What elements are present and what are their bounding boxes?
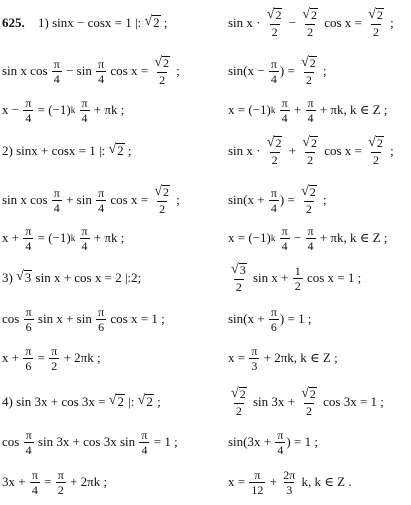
fraction xyxy=(52,58,62,85)
fraction xyxy=(299,185,319,214)
fraction-denominator: 2 xyxy=(372,24,379,39)
math-text: 3x + xyxy=(2,474,29,489)
radical-sign: √ xyxy=(108,142,117,158)
fraction-denominator: 6 xyxy=(25,319,32,334)
math-text: ; xyxy=(319,192,327,207)
left-line-3 xyxy=(2,90,124,130)
fraction-denominator: 2 xyxy=(159,72,166,87)
math-text: ) = xyxy=(279,192,299,207)
sqrt-expression xyxy=(267,8,283,22)
fraction-denominator: 4 xyxy=(53,71,60,86)
math-text: sin x · xyxy=(228,143,264,158)
problem-number: 625. xyxy=(2,15,25,30)
fraction-numerator: π xyxy=(31,467,38,482)
left-line-5 xyxy=(2,180,180,220)
math-text: + xyxy=(266,474,281,489)
math-text: cos x = xyxy=(107,192,152,207)
radical-sign: √ xyxy=(368,135,376,151)
math-text: x = (−1) xyxy=(228,230,271,245)
math-text: ; xyxy=(386,15,394,30)
radicand: 3 xyxy=(24,270,32,286)
fraction-numerator xyxy=(299,185,319,200)
math-text xyxy=(75,230,78,246)
math-text: ; xyxy=(124,143,132,158)
math-text: cos x = xyxy=(320,15,366,30)
fraction xyxy=(300,136,320,165)
right-line-12 xyxy=(228,462,352,502)
left-line-11 xyxy=(2,422,178,462)
math-text: sin(x − xyxy=(228,63,268,78)
fraction xyxy=(265,136,285,165)
right-line-2 xyxy=(228,51,327,91)
right-line-10 xyxy=(228,382,384,422)
fraction-denominator: 4 xyxy=(25,238,32,253)
fraction xyxy=(249,345,259,372)
fraction-denominator: 2 xyxy=(235,279,242,294)
radicand: 2 xyxy=(239,387,246,402)
fraction xyxy=(23,97,33,124)
fraction-numerator: π xyxy=(51,343,58,358)
math-text: x + xyxy=(2,230,23,245)
math-text: ; xyxy=(386,143,394,158)
right-line-4 xyxy=(228,131,394,171)
fraction xyxy=(79,225,89,252)
fraction-numerator: π xyxy=(307,223,314,238)
sqrt-expression xyxy=(368,8,384,22)
math-text: x = (−1) xyxy=(228,102,271,117)
math-text: x + xyxy=(2,350,23,365)
math-text: 2) sinx + cosx = 1 |: xyxy=(2,143,109,158)
left-line-4 xyxy=(2,131,132,171)
math-text: − xyxy=(285,15,300,30)
radical-sign: √ xyxy=(266,7,275,23)
math-text: sin 3x + xyxy=(249,394,299,409)
fraction xyxy=(299,56,319,85)
fraction-denominator: 2 xyxy=(159,201,166,216)
fraction-denominator: 2 xyxy=(51,358,58,373)
fraction-numerator: π xyxy=(57,467,64,482)
radical-sign: √ xyxy=(368,7,376,23)
fraction xyxy=(49,345,59,372)
radicand: 2 xyxy=(309,56,316,71)
left-line-1 xyxy=(38,3,168,43)
sqrt-expression xyxy=(301,185,317,199)
radicand: 2 xyxy=(153,15,160,31)
fraction-denominator: 4 xyxy=(98,200,105,215)
math-text: + sin xyxy=(62,192,96,207)
fraction-numerator xyxy=(299,56,319,71)
right-line-1 xyxy=(228,3,394,43)
math-text: cos x = 1 ; xyxy=(303,270,362,285)
right-line-8 xyxy=(228,299,311,339)
sqrt-expression xyxy=(231,387,247,401)
math-text xyxy=(275,230,278,246)
fraction-denominator: 12 xyxy=(251,482,264,497)
math-text: cos 3x = 1 ; xyxy=(319,394,384,409)
math-text: ) = 1 ; xyxy=(279,311,312,326)
fraction-numerator: π xyxy=(81,95,88,110)
fraction-numerator: π xyxy=(307,95,314,110)
radicand: 2 xyxy=(309,387,316,402)
fraction xyxy=(300,8,320,37)
radicand: 2 xyxy=(310,8,317,23)
math-text: + xyxy=(290,102,305,117)
math-text xyxy=(275,102,278,118)
fraction xyxy=(79,97,89,124)
fraction-numerator: π xyxy=(98,304,105,319)
fraction-denominator: 2 xyxy=(307,24,314,39)
left-line-12 xyxy=(2,462,107,502)
fraction-denominator: 2 xyxy=(271,24,278,39)
math-text: sin x · xyxy=(228,15,264,30)
radicand: 2 xyxy=(163,56,169,71)
exponent: k xyxy=(270,105,276,115)
fraction xyxy=(24,306,34,333)
fraction-numerator xyxy=(152,185,172,200)
fraction xyxy=(24,429,34,456)
fraction xyxy=(52,187,62,214)
fraction-numerator xyxy=(300,8,320,23)
fraction-numerator xyxy=(299,387,319,402)
exponent: k xyxy=(70,233,76,243)
fraction xyxy=(269,306,279,333)
fraction-denominator: 2 xyxy=(305,72,312,87)
fraction-denominator: 4 xyxy=(25,442,32,457)
fraction-denominator: 4 xyxy=(270,200,277,215)
fraction-numerator xyxy=(265,136,285,151)
sqrt-expression xyxy=(154,185,170,199)
fraction xyxy=(152,56,172,85)
math-text: k, k ∈ Z . xyxy=(298,474,352,489)
radical-sign: √ xyxy=(154,184,162,200)
fraction-numerator: π xyxy=(277,427,284,442)
radical-sign: √ xyxy=(302,7,310,23)
fraction xyxy=(299,387,319,416)
fraction-denominator: 4 xyxy=(81,110,88,125)
math-text: + πk, k ∈ Z ; xyxy=(316,102,388,117)
fraction-denominator: 6 xyxy=(98,319,105,334)
math-text: x = xyxy=(228,350,249,365)
left-line-8 xyxy=(2,299,165,339)
math-text: sin x cos xyxy=(2,63,51,78)
right-line-11 xyxy=(228,422,318,462)
radical-sign: √ xyxy=(301,55,309,71)
math-text: 4) sin 3x + cos 3x = xyxy=(2,394,109,409)
fraction-denominator: 4 xyxy=(281,110,288,125)
fraction-denominator: 4 xyxy=(307,238,314,253)
fraction-denominator: 3 xyxy=(286,482,293,497)
math-text: − sin xyxy=(62,63,96,78)
fraction xyxy=(305,97,315,124)
math-text: sin x + cos x = 2 |:2; xyxy=(32,270,142,285)
fraction-denominator: 3 xyxy=(251,358,258,373)
fraction-numerator: π xyxy=(81,223,88,238)
math-text: + xyxy=(285,143,300,158)
math-text: + 2πk ; xyxy=(60,350,101,365)
fraction-numerator: π xyxy=(25,223,32,238)
exponent: k xyxy=(270,233,276,243)
math-text: x = xyxy=(228,474,249,489)
fraction-numerator: π xyxy=(25,95,32,110)
math-text: ; xyxy=(173,192,180,207)
math-text: sin x + sin xyxy=(34,311,96,326)
radical-sign: √ xyxy=(154,55,162,71)
sqrt-expression xyxy=(138,394,154,409)
math-text: sin(x + xyxy=(228,192,268,207)
math-text: cos x = xyxy=(320,143,366,158)
math-text: sin x cos xyxy=(2,192,51,207)
fraction xyxy=(265,8,285,37)
fraction-denominator: 2 xyxy=(271,152,278,167)
radicand: 2 xyxy=(163,185,169,200)
fraction-denominator: 2 xyxy=(235,403,242,418)
fraction-denominator: 4 xyxy=(141,442,148,457)
fraction-numerator: π xyxy=(53,56,60,71)
math-text: = (−1) xyxy=(34,102,71,117)
fraction xyxy=(280,225,290,252)
fraction-denominator: 2 xyxy=(306,403,313,418)
fraction-numerator: π xyxy=(270,185,277,200)
fraction-denominator: 4 xyxy=(81,238,88,253)
fraction xyxy=(275,429,285,456)
fraction-denominator: 2 xyxy=(294,278,301,293)
radical-sign: √ xyxy=(137,393,146,409)
fraction xyxy=(30,469,40,496)
fraction xyxy=(96,187,106,214)
math-text: 1) sinx − cosx = 1 |: xyxy=(38,15,145,30)
fraction xyxy=(305,225,315,252)
math-text: cos xyxy=(2,434,23,449)
fraction xyxy=(229,263,249,292)
fraction-denominator: 2 xyxy=(305,201,312,216)
radical-sign: √ xyxy=(266,135,275,151)
fraction-numerator: π xyxy=(25,304,32,319)
fraction xyxy=(152,185,172,214)
math-text xyxy=(75,102,78,118)
fraction-denominator: 4 xyxy=(281,238,288,253)
right-line-5 xyxy=(228,180,327,220)
fraction xyxy=(366,8,386,37)
math-text: ) = 1 ; xyxy=(286,434,318,449)
radicand: 2 xyxy=(376,8,383,23)
fraction-numerator: 2π xyxy=(283,467,296,482)
fraction-numerator: π xyxy=(98,56,105,71)
fraction-numerator xyxy=(152,56,172,71)
fraction-numerator: π xyxy=(270,56,277,71)
fraction xyxy=(269,58,279,85)
math-text: = 1 ; xyxy=(150,434,178,449)
sqrt-expression xyxy=(154,56,170,70)
radicand: 2 xyxy=(275,8,282,23)
fraction-denominator: 4 xyxy=(277,442,284,457)
fraction-numerator xyxy=(366,136,386,151)
math-text: + 2πk ; xyxy=(66,474,108,489)
fraction xyxy=(139,429,149,456)
sqrt-expression xyxy=(109,394,125,409)
fraction-numerator xyxy=(265,8,285,23)
sqrt-expression xyxy=(108,143,124,158)
left-line-9 xyxy=(2,338,101,378)
radical-sign: √ xyxy=(231,386,239,402)
sqrt-expression xyxy=(368,136,384,150)
fraction xyxy=(96,306,106,333)
math-text: ; xyxy=(153,394,161,409)
fraction-numerator: π xyxy=(254,467,261,482)
math-text: + 2πk, k ∈ Z ; xyxy=(260,350,338,365)
fraction xyxy=(56,469,66,496)
fraction-denominator: 4 xyxy=(307,110,314,125)
fraction-numerator: π xyxy=(281,95,288,110)
radical-sign: √ xyxy=(144,14,153,30)
sqrt-expression xyxy=(301,387,317,401)
right-line-9 xyxy=(228,338,338,378)
math-text: ) = xyxy=(279,63,299,78)
radical-sign: √ xyxy=(231,262,239,278)
math-text: = xyxy=(40,474,55,489)
math-text: sin x + xyxy=(249,270,292,285)
fraction xyxy=(229,387,249,416)
radicand: 3 xyxy=(239,263,246,278)
math-text: ; xyxy=(160,15,168,30)
right-line-6 xyxy=(228,218,387,258)
fraction xyxy=(366,136,386,165)
radicand: 2 xyxy=(117,143,124,159)
radical-sign: √ xyxy=(301,184,309,200)
right-line-7 xyxy=(228,258,361,298)
math-text: = xyxy=(34,350,49,365)
radicand: 2 xyxy=(117,394,124,410)
math-text: cos x = 1 ; xyxy=(107,311,165,326)
radicand: 2 xyxy=(309,185,316,200)
fraction-numerator xyxy=(366,8,386,23)
fraction-denominator: 4 xyxy=(270,71,277,86)
radicand: 2 xyxy=(310,136,317,151)
fraction xyxy=(293,265,303,292)
sqrt-expression xyxy=(231,263,247,277)
radicand: 2 xyxy=(275,136,282,151)
math-text: + πk ; xyxy=(90,102,125,117)
radical-sign: √ xyxy=(108,393,117,409)
fraction-numerator: π xyxy=(98,185,105,200)
sqrt-expression xyxy=(301,56,317,70)
fraction-denominator: 2 xyxy=(372,152,379,167)
fraction xyxy=(281,469,297,496)
left-line-6 xyxy=(2,218,124,258)
math-text: cos xyxy=(2,311,23,326)
fraction xyxy=(269,187,279,214)
math-text: ; xyxy=(173,63,180,78)
math-text: = (−1) xyxy=(34,230,71,245)
fraction-denominator: 2 xyxy=(57,482,64,497)
fraction-numerator: π xyxy=(270,304,277,319)
fraction xyxy=(23,225,33,252)
fraction xyxy=(23,345,33,372)
math-text: + πk, k ∈ Z ; xyxy=(316,230,388,245)
right-line-3 xyxy=(228,90,387,130)
fraction-denominator: 4 xyxy=(31,482,38,497)
radicand: 2 xyxy=(146,394,153,410)
sqrt-expression xyxy=(16,270,32,285)
radical-sign: √ xyxy=(302,135,310,151)
math-text: 3) xyxy=(2,270,17,285)
left-line-7 xyxy=(2,258,141,298)
fraction xyxy=(280,97,290,124)
radical-sign: √ xyxy=(301,386,309,402)
fraction-numerator: π xyxy=(25,343,32,358)
fraction-denominator: 4 xyxy=(98,71,105,86)
fraction-denominator: 6 xyxy=(270,319,277,334)
sqrt-expression xyxy=(267,136,283,150)
fraction-denominator: 2 xyxy=(307,152,314,167)
fraction-numerator xyxy=(229,387,249,402)
math-text: sin 3x + cos 3x sin xyxy=(34,434,139,449)
math-text: ; xyxy=(319,63,327,78)
fraction-denominator: 6 xyxy=(25,358,32,373)
math-text: x − xyxy=(2,102,23,117)
sqrt-expression xyxy=(302,136,318,150)
left-line-10 xyxy=(2,382,161,422)
fraction-denominator: 4 xyxy=(25,110,32,125)
math-text: − xyxy=(290,230,305,245)
math-text: |: xyxy=(124,394,138,409)
fraction xyxy=(249,469,265,496)
fraction-numerator xyxy=(229,263,249,278)
fraction-numerator: 1 xyxy=(294,263,301,278)
math-text: cos x = xyxy=(107,63,152,78)
math-text: sin(3x + xyxy=(228,434,275,449)
left-line-2 xyxy=(2,51,180,91)
math-text: sin(x + xyxy=(228,311,268,326)
fraction xyxy=(96,58,106,85)
fraction-denominator: 4 xyxy=(53,200,60,215)
sqrt-expression xyxy=(302,8,318,22)
fraction-numerator: π xyxy=(251,343,258,358)
fraction-numerator: π xyxy=(25,427,32,442)
fraction-numerator: π xyxy=(53,185,60,200)
fraction-numerator: π xyxy=(141,427,148,442)
fraction-numerator xyxy=(300,136,320,151)
math-text: + πk ; xyxy=(90,230,125,245)
fraction-numerator: π xyxy=(281,223,288,238)
radicand: 2 xyxy=(376,136,383,151)
sqrt-expression xyxy=(144,15,160,30)
radical-sign: √ xyxy=(16,269,24,285)
exponent: k xyxy=(70,105,76,115)
